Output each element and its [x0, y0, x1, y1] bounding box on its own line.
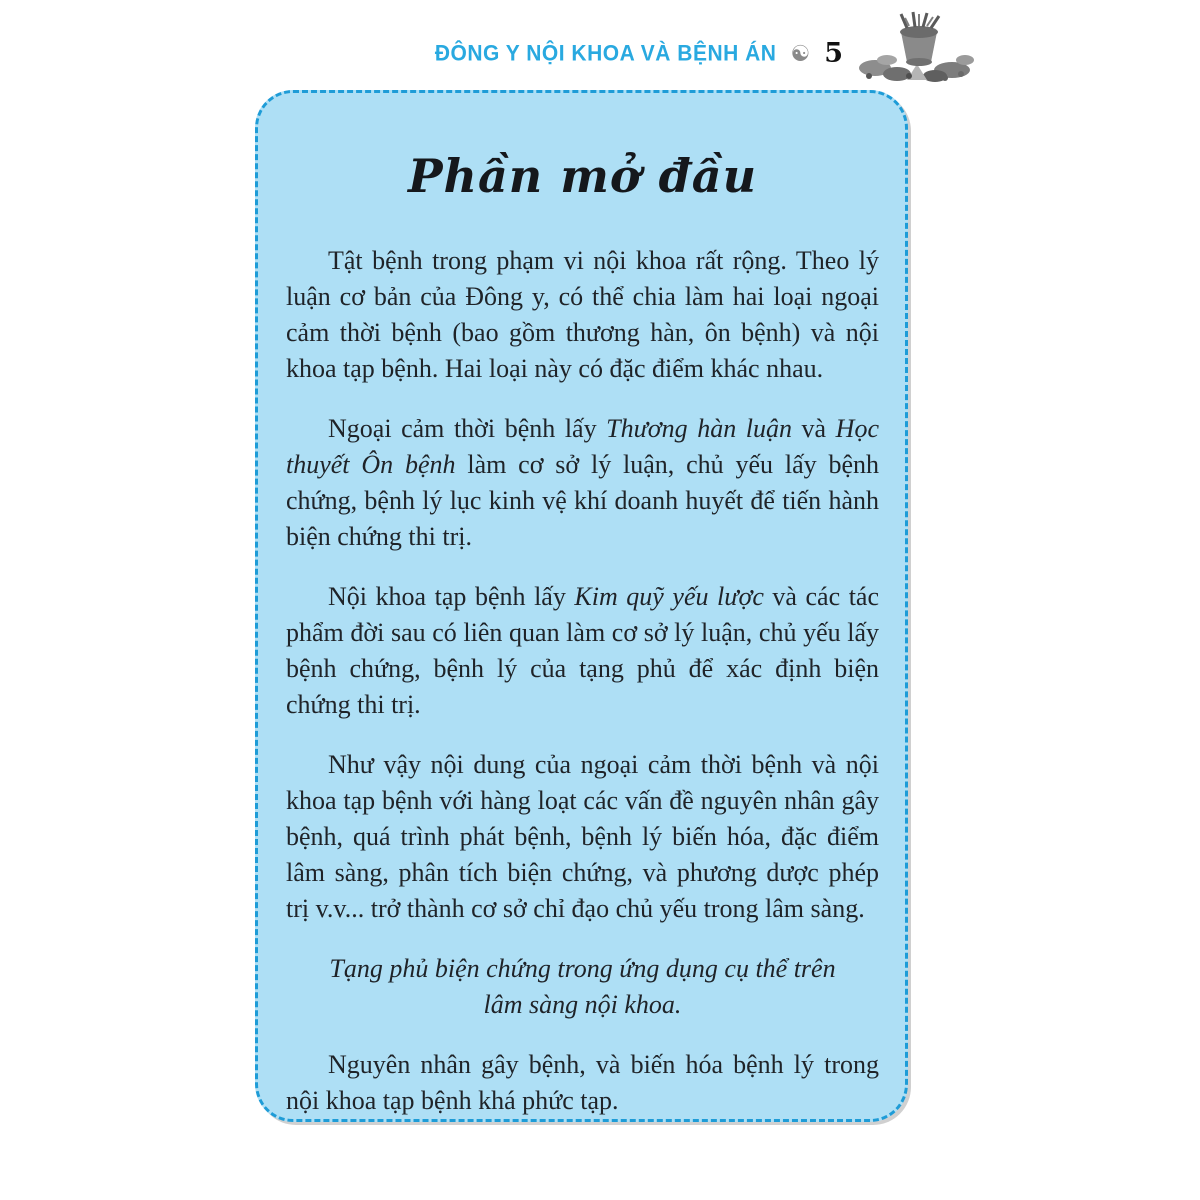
paragraphs-container	[286, 243, 879, 1119]
text-run: Nội khoa tạp bệnh lấy	[328, 582, 575, 611]
text-run: và các tác phẩm đời sau có liên quan làm cơ sở lý luận, chủ yếu lấy bệnh chứng, bệnh lý của tạng phủ để xác định biện chứng thi trị.	[286, 582, 879, 719]
page-header	[0, 8, 975, 86]
text-run: Ngoại cảm thời bệnh lấy	[328, 414, 607, 443]
italic-text-run: Học thuyết Ôn bệnh	[286, 414, 879, 479]
text-run: Nguyên nhân gây bệnh, và biến hóa bệnh lý trong nội khoa tạp bệnh khá phức tạp.	[286, 1050, 879, 1115]
paragraph-2	[286, 411, 879, 555]
italic-text-run: Kim quỹ yếu lược	[574, 582, 764, 611]
content-box	[255, 90, 908, 1122]
mortar-herbs-image	[857, 10, 975, 84]
paragraph-6	[286, 1047, 879, 1119]
paragraph-4	[286, 747, 879, 927]
italic-text-run: Thương hàn luận	[606, 414, 792, 443]
page-number: 5	[824, 37, 843, 69]
text-run: làm cơ sở lý luận, chủ yếu lấy bệnh chứng, bệnh lý lục kinh vệ khí doanh huyết để tiến hành biện chứng thi trị.	[286, 450, 880, 551]
italic-text-run: Tạng phủ biện chứng trong ứng dụng cụ thể trên lâm sàng nội khoa.	[329, 954, 836, 1019]
header-title: ĐÔNG Y NỘI KHOA VÀ BỆNH ÁN	[434, 41, 777, 66]
text-run: và	[792, 414, 836, 443]
text-run: Như vậy nội dung của ngoại cảm thời bệnh và nội khoa tạp bệnh với hàng loạt các vấn đề nguyên nhân gây bệnh, quá trình phát bệnh, bệnh lý biến hóa, đặc điểm lâm sàng, phân tích biện chứng, và phương dược phép trị v.v... trở thành cơ sở chỉ đạo chủ yếu trong lâm sàng.	[286, 750, 879, 923]
paragraph-3	[286, 579, 879, 723]
paragraph-5	[286, 951, 879, 1023]
paragraph-1	[286, 243, 879, 387]
text-run: Tật bệnh trong phạm vi nội khoa rất rộng. Theo lý luận cơ bản của Đông y, có thể chia làm hai loại ngoại cảm thời bệnh (bao gồm thương hàn, ôn bệnh) và nội khoa tạp bệnh. Hai loại này có đặc điểm khác nhau.	[286, 246, 879, 383]
yinyang-icon: ☯	[790, 41, 811, 66]
section-title: Phần mở đầu	[407, 149, 758, 203]
